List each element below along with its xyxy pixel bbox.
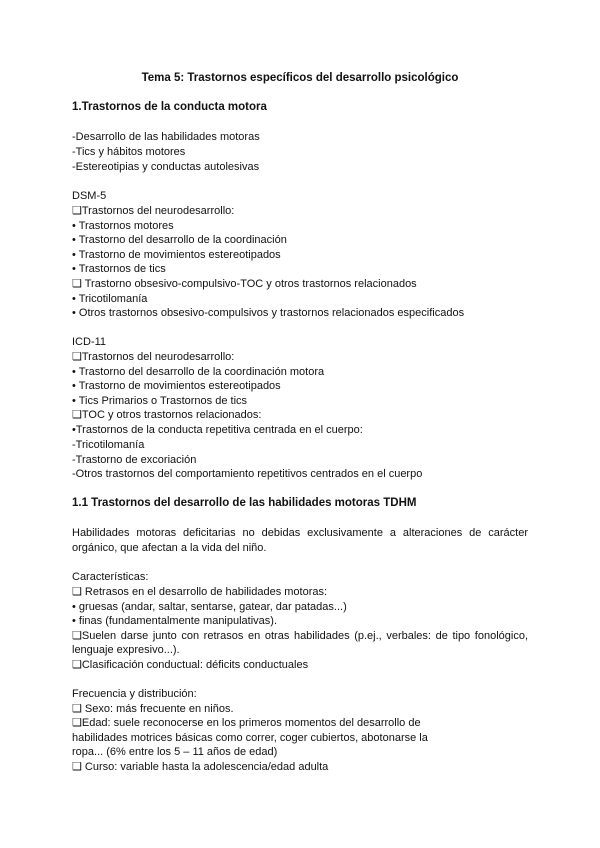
dsm5-line: • Trastornos de tics [72,263,166,275]
section-1-1-heading: 1.1 Trastornos del desarrollo de las habilidades motoras TDHM [72,497,417,509]
dsm5-line: ❑ Trastorno obsesivo-compulsivo-TOC y otros trastornos relacionados [72,278,417,290]
icd11-line: ❑TOC y otros trastornos relacionados: [72,409,262,421]
icd11-line: -Trastorno de excoriación [72,454,197,466]
icd11-line: •Trastornos de la conducta repetitiva centrada en el cuerpo: [72,424,363,436]
frecuencia-line: habilidades motrices básicas como correr, coger cubiertos, abotonarse la [72,732,428,744]
icd11-line: ❑Trastornos del neurodesarrollo: [72,351,235,363]
document-title: Tema 5: Trastornos específicos del desarrollo psicológico [141,72,459,84]
caracteristicas-line: • finas (fundamentalmente manipulativas). [72,615,278,627]
icd11-line: • Trastorno de movimientos estereotipados [72,380,281,392]
section-1-1-intro: orgánico, que afectan a la vida del niño. [72,542,267,554]
dsm5-line: • Trastornos motores [72,220,174,232]
icd11-line: • Tics Primarios o Trastornos de tics [72,395,248,407]
icd11-line: -Otros trastornos del comportamiento repetitivos centrados en el cuerpo [72,468,423,480]
caracteristicas-line: ❑ Retrasos en el desarrollo de habilidades motoras: [72,586,328,598]
dsm5-line: • Trastorno de movimientos estereotipados [72,249,281,261]
section-1-item: -Tics y hábitos motores [72,146,186,158]
caracteristicas-line: • gruesas (andar, saltar, sentarse, gatear, dar patadas...) [72,601,347,613]
dsm5-line: • Otros trastornos obsesivo-compulsivos y trastornos relacionados especificados [72,307,465,319]
dsm5-line: • Trastorno del desarrollo de la coordinación [72,234,287,246]
frecuencia-line: ❑ Sexo: más frecuente en niños. [72,703,234,715]
icd11-heading: ICD-11 [72,336,107,348]
section-1-heading: 1.Trastornos de la conducta motora [72,101,267,113]
caracteristicas-line: lenguaje expresivo...). [72,644,180,656]
frecuencia-heading: Frecuencia y distribución: [72,688,197,700]
frecuencia-line: ❑ Curso: variable hasta la adolescencia/edad adulta [72,761,329,773]
section-1-1-intro: Habilidades motoras deficitarias no debidas exclusivamente a alteraciones de carácter [72,527,528,539]
section-1-item: -Estereotipias y conductas autolesivas [72,161,260,173]
dsm5-heading: DSM-5 [72,190,107,202]
caracteristicas-heading: Características: [72,571,149,583]
icd11-line: • Trastorno del desarrollo de la coordinación motora [72,366,325,378]
dsm5-line: ❑Trastornos del neurodesarrollo: [72,205,235,217]
frecuencia-line: ropa... (6% entre los 5 – 11 años de edad) [72,746,278,758]
icd11-line: -Tricotilomanía [72,439,145,451]
caracteristicas-line: ❑Suelen darse junto con retrasos en otras habilidades (p.ej., verbales: de tipo fonológico, [72,630,528,642]
section-1-item: -Desarrollo de las habilidades motoras [72,131,260,143]
dsm5-line: • Tricotilomanía [72,293,148,305]
caracteristicas-line: ❑Clasificación conductual: déficits conductuales [72,659,309,671]
frecuencia-line: ❑Edad: suele reconocerse en los primeros momentos del desarrollo de [72,717,421,729]
